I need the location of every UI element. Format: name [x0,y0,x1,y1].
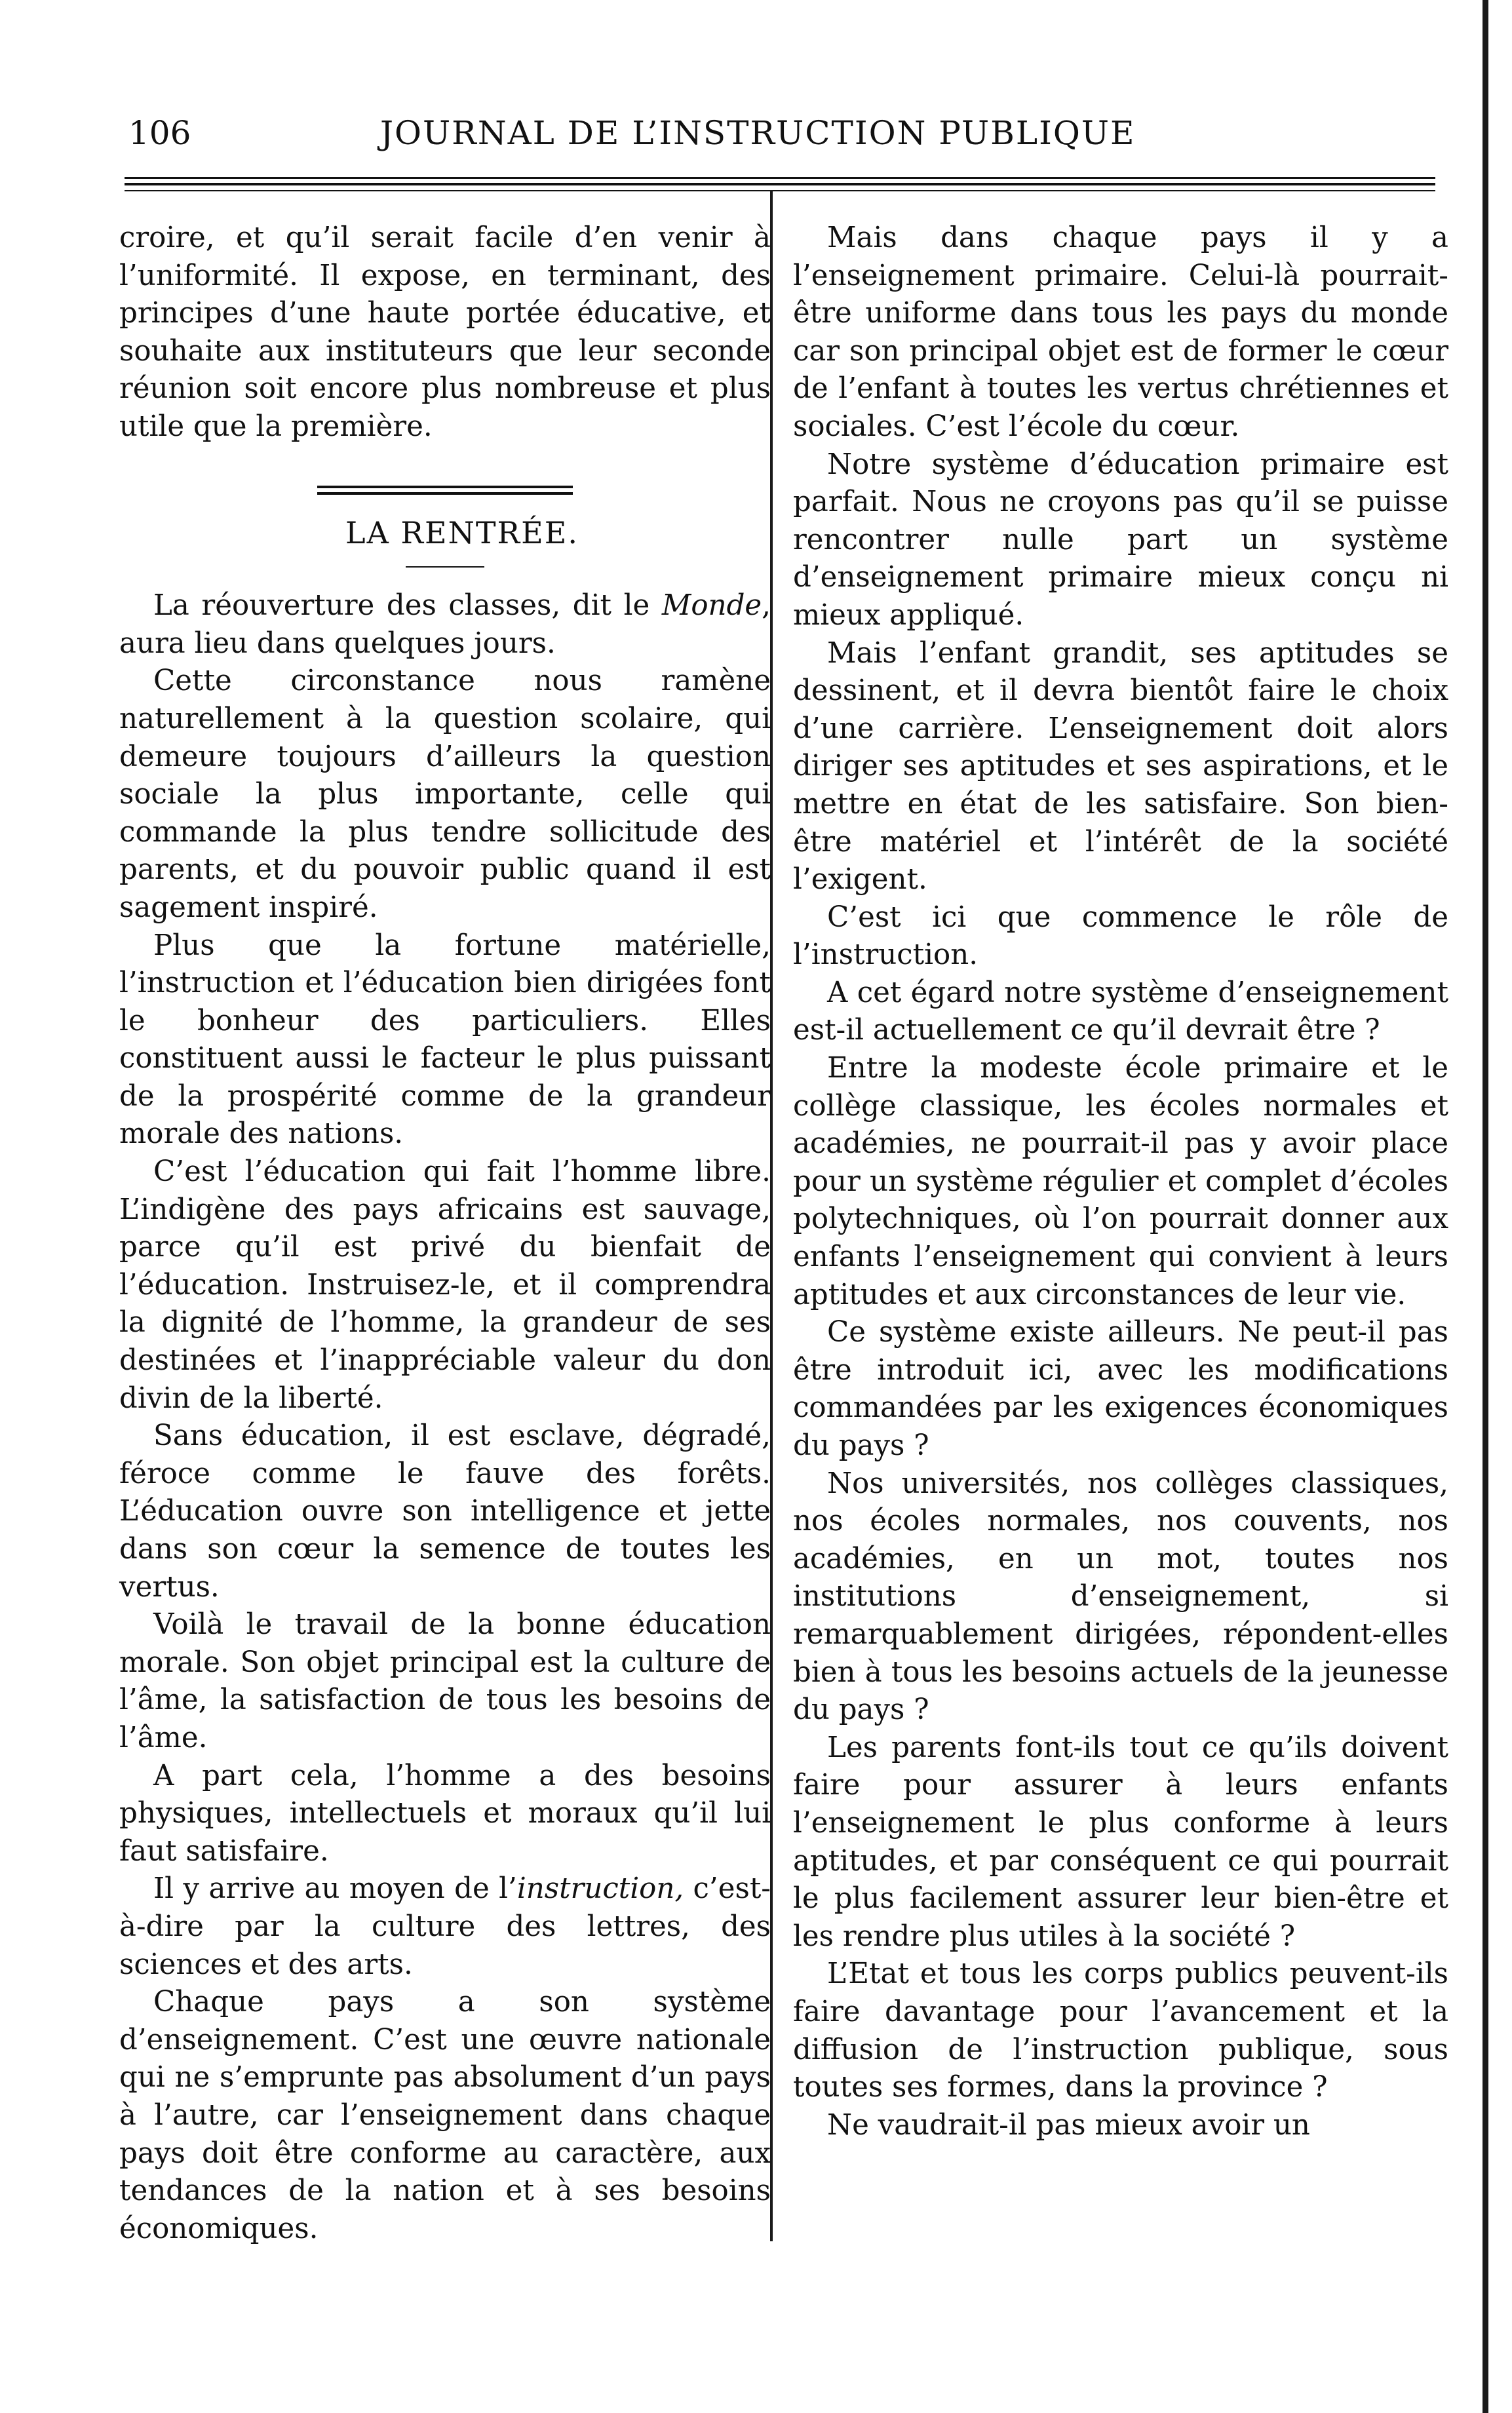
section-double-rule [317,486,573,495]
paragraph: Mais l’enfant grandit, ses aptitudes se dessinent, et il devra bientôt faire le choix d’une carrière. L’enseignement doit alors diriger ses aptitudes et ses aspirations, et le mettre en état de les satisfaire. Son bien-être matériel et l’intérêt de la société l’exigent. [793,636,1448,897]
paragraph: Chaque pays a son système d’enseignement. C’est une œuvre nationale qui ne s’emprunte pas absolument d’un pays à l’autre, car l’enseignement dans chaque pays doit être conforme au caractère, aux tendances de la nation et à ses besoins économiques. [119,1986,771,2245]
running-head: JOURNAL DE L’INSTRUCTION PUBLIQUE [380,114,1136,152]
section-title: LA RENTRÉE. [345,514,579,550]
paragraph: Notre système d’éducation primaire est parfait. Nous ne croyons pas qu’il se puisse rencontrer nulle part un système d’enseignement primaire mieux conçu ni mieux appliqué. [793,448,1448,632]
paragraph [119,587,771,663]
page-number: 106 [128,114,191,152]
paragraph: Cette circonstance nous ramène naturellement à la question scolaire, qui demeure toujours d’ailleurs la question sociale la plus importante, celle qui commande la plus tendre sollicitude des parents, et du pouvoir public quand il est sagement inspiré. [119,665,771,924]
paragraph: Nos universités, nos collèges classiques, nos écoles normales, nos couvents, nos académies, en un mot, toutes nos institutions d’enseignement, si remarquablement dirigées, répondent-elles bien à tous les besoins actuels de la jeunesse du pays ? [793,1467,1448,1727]
left-column [119,220,771,2248]
paragraph: C’est l’éducation qui fait l’homme libre. L’indigène des pays africains est sauvage, parce qu’il est privé du bienfait de l’éducation. Instruisez-le, et il comprendra la dignité de l’homme, la grandeur de ses destinées et l’inappréciable valeur du don divin de la liberté. [119,1155,771,1415]
emphasized-word: instruction, [516,1872,684,1906]
header-rule-middle [125,183,1435,185]
paragraph-text: c’est-à-dire par la culture des lettres, des sciences et des arts. [119,1872,771,1981]
right-column [793,220,1448,2144]
paragraph-text: La réouverture des classes, dit le [153,589,662,623]
continued-paragraph: croire, et qu’il serait facile d’en venir à l’uniformité. Il expose, en terminant, des principes d’une haute portée éducative, et souhaite aux instituteurs que leur seconde réunion soit encore plus nombreuse et plus utile que la première. [119,222,771,443]
paragraph: Les parents font-ils tout ce qu’ils doivent faire pour assurer à leurs enfants l’enseignement le plus conforme à leurs aptitudes, et par conséquent ce qui pourrait le plus facilement assurer leur bien-être et les rendre plus utiles à la société ? [793,1731,1448,1953]
header-rule-bottom [125,190,1435,191]
paragraph: C’est ici que commence le rôle de l’instruction. [793,900,1448,972]
paragraph: Voilà le travail de la bonne éducation morale. Son objet principal est la culture de l’âme, la satisfaction de tous les besoins de l’âme. [119,1608,771,1754]
newspaper-name: Monde [661,589,762,623]
paragraph-text: Il y arrive au moyen de l’ [153,1872,517,1906]
header-rule-top [125,177,1435,179]
section-heading-block [119,446,771,588]
section-short-rule [406,566,484,568]
paragraph: L’Etat et tous les corps publics peuvent-ils faire davantage pour l’avancement et la diffusion de l’instruction publique, sous toutes ses formes, dans la province ? [793,1958,1448,2104]
paragraph-text: , aura lieu dans quelques jours. [119,589,771,660]
paragraph [119,1870,771,1984]
paragraph: Plus que la fortune matérielle, l’instruction et l’éducation bien dirigées font le bonheur des particuliers. Elles constituent aussi le facteur le plus puissant de la prospérité comme de la grandeur morale des nations. [119,929,771,1151]
paragraph: A cet égard notre système d’enseignement est-il actuellement ce qu’il devrait être ? [793,976,1448,1047]
paragraph: Ne vaudrait-il pas mieux avoir un [827,2108,1310,2142]
paragraph: Ce système existe ailleurs. Ne peut-il pas être introduit ici, avec les modifications commandées par les exigences économiques du pays ? [793,1316,1448,1462]
paragraph: Sans éducation, il est esclave, dégradé, féroce comme le fauve des forêts. L’éducation ouvre son intelligence et jette dans son cœur la semence de toutes les vertus. [119,1419,771,1604]
paragraph: A part cela, l’homme a des besoins physiques, intellectuels et moraux qu’il lui faut satisfaire. [119,1759,771,1868]
page-edge-border [1483,0,1488,2413]
paragraph: Mais dans chaque pays il y a l’enseignement primaire. Celui-là pourrait-être uniforme dans tous les pays du monde car son principal objet est de former le cœur de l’enfant à toutes les vertus chrétiennes et sociales. C’est l’école du cœur. [793,222,1448,443]
paragraph: Entre la modeste école primaire et le collège classique, les écoles normales et académies, ne pourrait-il pas y avoir place pour un système régulier et complet d’écoles polytechniques, où l’on pourrait donner aux enfants l’enseignement qui convient à leurs aptitudes et aux circonstances de leur vie. [793,1052,1448,1311]
